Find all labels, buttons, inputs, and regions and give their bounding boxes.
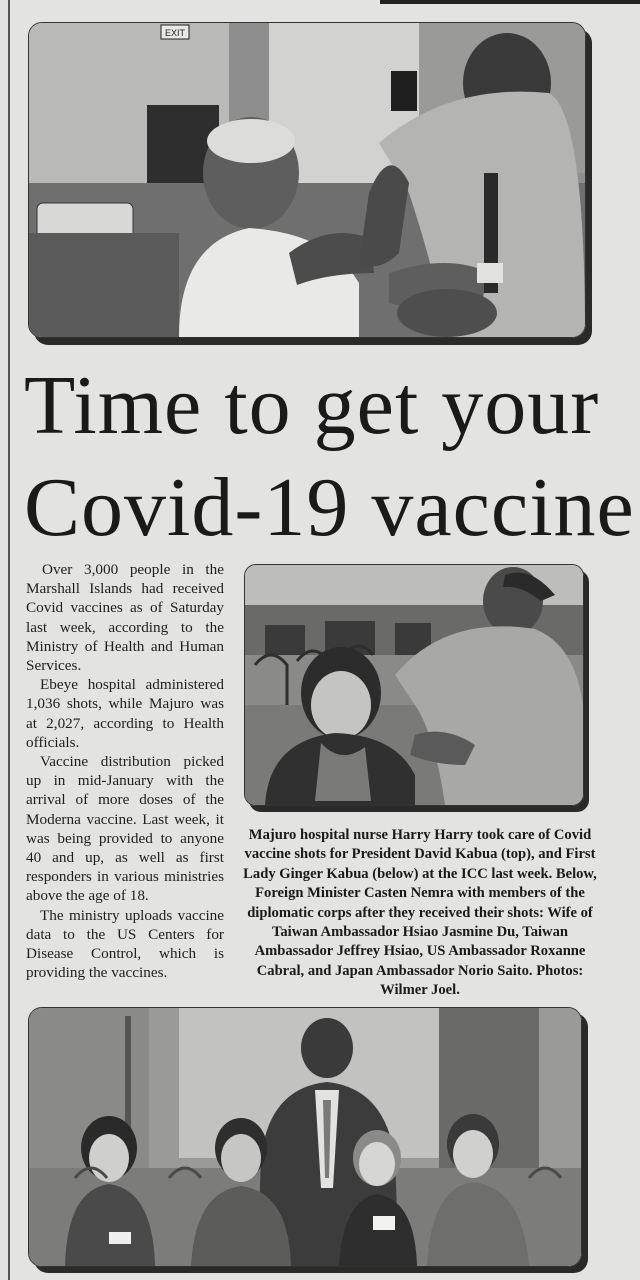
headline-line-2: Covid-19 vaccine xyxy=(24,461,635,554)
photo-diplomatic-corps xyxy=(28,1007,582,1267)
photo-caption: Majuro hospital nurse Harry Harry took care of Covid vaccine shots for President David Kabua (top), and First Lady Ginger Kabua (below) at the ICC last week. Below, Foreign Minister Casten Nemra with members of the diplomatic corps after they received their shots: Wife of Taiwan Ambassador Hsiao Jasmine Du, Taiwan Ambassador Jeffrey Hsiao, US Ambassador Roxanne Cabral, and Japan Ambassador Norio Saito. Photos: Wilmer Joel. xyxy=(243,827,597,999)
top-rule xyxy=(380,0,640,4)
headline-line-1: Time to get your xyxy=(24,359,600,452)
article-paragraph: Ebeye hospital administered 1,036 shots, while Majuro was at 2,027, according to Health officials. xyxy=(26,676,224,751)
exit-sign: EXIT xyxy=(164,28,186,38)
column-rule xyxy=(8,0,10,1280)
article-paragraph: Vaccine distribution picked up in mid-January with the arrival of more doses of the Moderna vaccine. Last week, it was being provided to anyone 40 and up, as well as first responders in various ministries above the age of 18. xyxy=(26,753,224,905)
article-paragraph: Over 3,000 people in the Marshall Islands had received Covid vaccines as of Saturday last week, according to the Ministry of Health and Human Services. xyxy=(26,561,224,675)
article-body xyxy=(26,560,224,982)
article-paragraph: The ministry uploads vaccine data to the US Centers for Disease Control, which is providing the vaccines. xyxy=(26,906,224,982)
photo-president-vaccination xyxy=(28,22,586,338)
photo-first-lady-vaccination xyxy=(244,564,584,806)
